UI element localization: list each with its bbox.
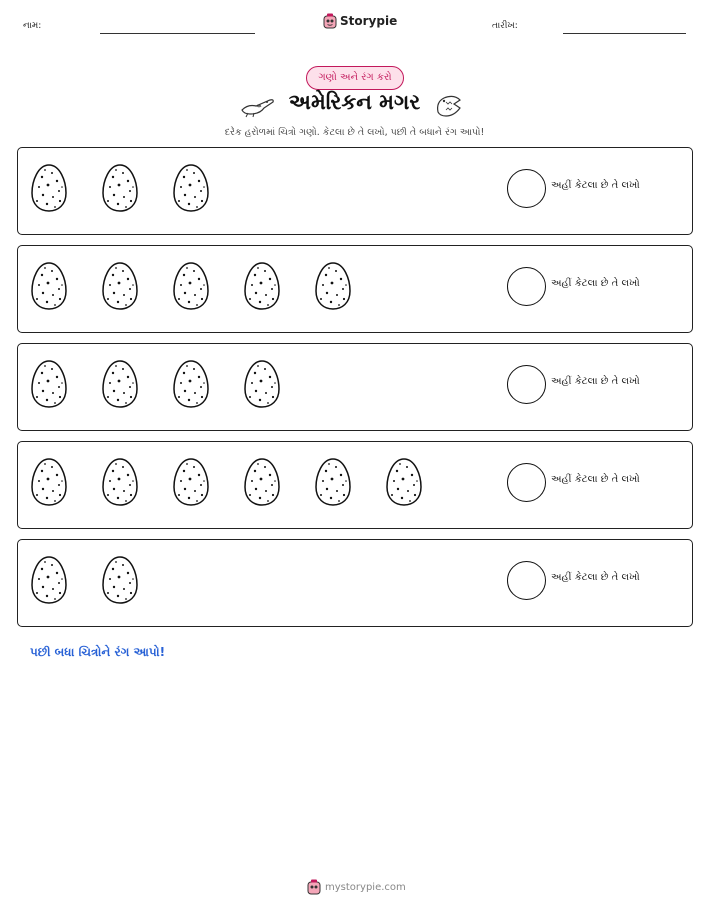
page-title: અમેરિકન મગર xyxy=(288,90,421,114)
counting-row xyxy=(17,539,693,627)
storypie-logo xyxy=(323,13,397,29)
answer-label: અહીં કેટલા છે તે લખો xyxy=(551,278,640,289)
egg-icon xyxy=(172,457,210,511)
name-label: નામ: xyxy=(23,21,42,31)
egg-icon xyxy=(314,457,352,511)
egg-icon xyxy=(101,457,139,511)
egg-icon xyxy=(172,359,210,413)
egg-icon xyxy=(101,163,139,217)
egg-icon xyxy=(30,555,68,609)
egg-icon xyxy=(243,261,281,315)
answer-label: અહીં કેટલા છે તે લખો xyxy=(551,376,640,387)
egg-group xyxy=(30,261,352,315)
egg-group xyxy=(30,359,281,413)
egg-icon xyxy=(172,261,210,315)
date-label: તારીખ: xyxy=(492,21,518,31)
footer-note: પછી બધા ચિત્રોને રંગ આપો! xyxy=(30,645,166,659)
egg-group xyxy=(30,555,139,609)
egg-icon xyxy=(243,359,281,413)
egg-icon xyxy=(30,261,68,315)
egg-icon xyxy=(101,261,139,315)
storypie-logo-icon xyxy=(323,13,337,29)
activity-tag: ગણો અને રંગ કરો xyxy=(306,66,404,90)
counting-rows xyxy=(17,147,693,637)
counting-row xyxy=(17,245,693,333)
answer-circle[interactable] xyxy=(507,267,546,306)
crocodile-icon xyxy=(434,92,464,120)
answer-circle[interactable] xyxy=(507,169,546,208)
egg-group xyxy=(30,457,423,511)
answer-circle[interactable] xyxy=(507,463,546,502)
instructions: દરેક હરોળમાં ચિત્રો ગણો. કેટલા છે તે લખો, પછી તે બધાને રંગ આપો! xyxy=(224,127,485,138)
egg-icon xyxy=(243,457,281,511)
egg-group xyxy=(30,163,210,217)
site-url: mystorypie.com xyxy=(325,881,406,893)
egg-icon xyxy=(30,457,68,511)
counting-row xyxy=(17,441,693,529)
worksheet-header xyxy=(0,0,709,50)
answer-circle[interactable] xyxy=(507,365,546,404)
egg-icon xyxy=(314,261,352,315)
date-field-line[interactable] xyxy=(563,33,686,34)
answer-label: અહીં કેટલા છે તે લખો xyxy=(551,474,640,485)
counting-row xyxy=(17,343,693,431)
answer-circle[interactable] xyxy=(507,561,546,600)
logo-text: Storypie xyxy=(340,14,398,28)
name-field-line[interactable] xyxy=(100,33,255,34)
storypie-logo-icon xyxy=(307,879,321,895)
egg-icon xyxy=(30,359,68,413)
answer-label: અહીં કેટલા છે તે લખો xyxy=(551,180,640,191)
egg-icon xyxy=(101,555,139,609)
egg-icon xyxy=(101,359,139,413)
egg-icon xyxy=(172,163,210,217)
site-footer xyxy=(307,879,406,895)
egg-icon xyxy=(30,163,68,217)
counting-row xyxy=(17,147,693,235)
answer-label: અહીં કેટલા છે તે લખો xyxy=(551,572,640,583)
egg-icon xyxy=(385,457,423,511)
